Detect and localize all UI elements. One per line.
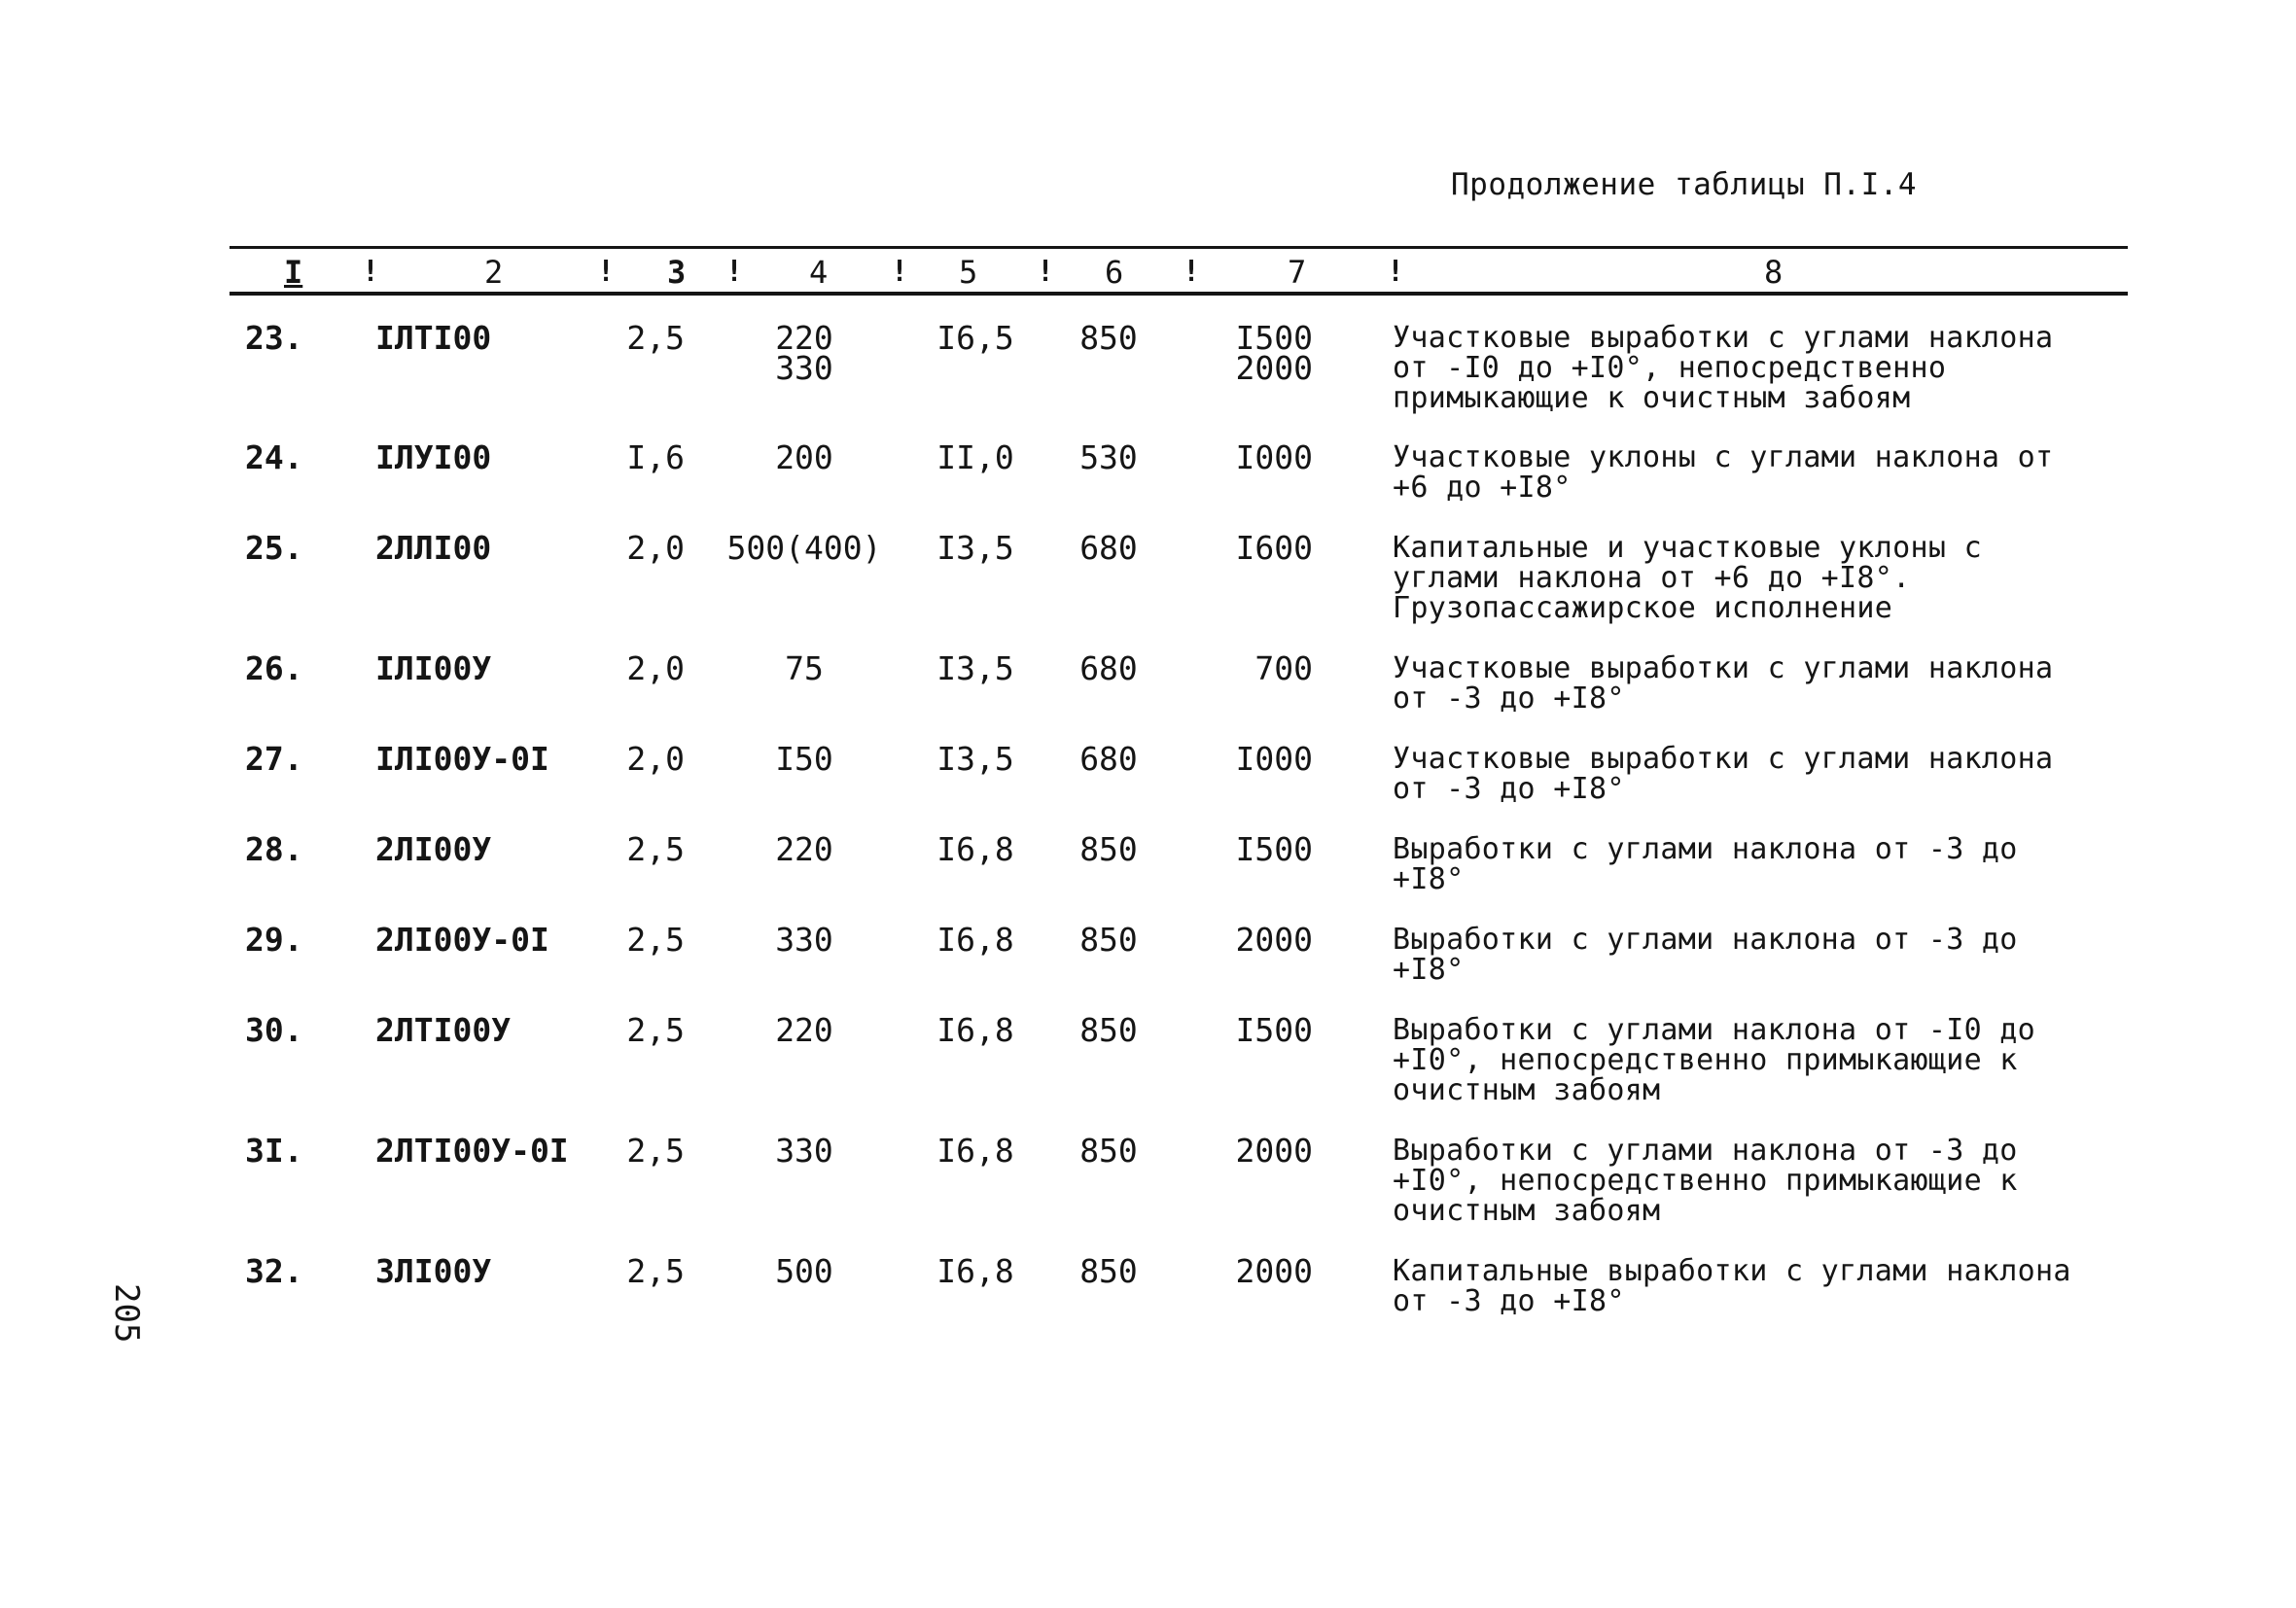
model-code: IЛI00У: [375, 649, 492, 687]
cell-col-4: 220: [775, 830, 833, 868]
cell-col-7: 2000: [1235, 921, 1313, 959]
cell-col-6: 850: [1079, 1132, 1138, 1170]
cell-col-7: I600: [1235, 529, 1313, 567]
cell-col-7: I500: [1235, 830, 1313, 868]
header-col-4: 4: [809, 254, 829, 291]
cell-col-4: 500(400): [726, 529, 882, 567]
description: Капитальные выработки с углами наклона от -3 до +I8°: [1393, 1254, 2071, 1318]
cell-col-5: I3,5: [936, 529, 1014, 567]
row-number: 26.: [245, 649, 303, 687]
header-col-2: 2: [484, 254, 504, 291]
description: Участковые уклоны с углами наклона от +6 до +I8°: [1393, 440, 2054, 505]
cell-col-3: I,6: [626, 438, 685, 476]
header-col-8: 8: [1764, 254, 1784, 291]
description: Выработки с углами наклона от -3 до +I0°, непосредственно примыкающие к очистным забоям: [1393, 1134, 2018, 1228]
header-separator: !: [1183, 255, 1201, 289]
table-header-rule: [230, 292, 2128, 296]
table-caption: Продолжение таблицы П.I.4: [1451, 167, 1918, 202]
cell-col-3: 2,5: [626, 1252, 685, 1290]
cell-col-5: I6,8: [936, 830, 1014, 868]
header-col-7: 7: [1288, 254, 1307, 291]
cell-col-4: 330: [775, 1132, 833, 1170]
cell-col-3: 2,0: [626, 529, 685, 567]
cell-col-4: 220: [775, 1011, 833, 1049]
cell-col-4: 330: [775, 921, 833, 959]
cell-col-3: 2,5: [626, 1011, 685, 1049]
cell-col-3: 2,0: [626, 649, 685, 687]
description: Капитальные и участковые уклоны с углами наклона от +6 до +I8°. Грузопассажирское исполнение: [1393, 531, 1982, 625]
cell-col-6: 680: [1079, 529, 1138, 567]
cell-col-6: 850: [1079, 319, 1138, 357]
cell-col-4: 500: [775, 1252, 833, 1290]
model-code: 2ЛЛI00: [375, 529, 492, 567]
row-number: 3I.: [245, 1132, 303, 1170]
description: Выработки с углами наклона от -3 до +I8°: [1393, 832, 2018, 896]
cell-col-5: II,0: [936, 438, 1014, 476]
row-number: 27.: [245, 740, 303, 778]
header-separator: !: [597, 255, 616, 289]
cell-col-7: 2000: [1235, 1252, 1313, 1290]
row-number: 29.: [245, 921, 303, 959]
model-code: 2ЛI00У-0I: [375, 921, 549, 959]
header-col-6: 6: [1105, 254, 1124, 291]
cell-col-6: 850: [1079, 921, 1138, 959]
cell-col-7: I500: [1235, 1011, 1313, 1049]
cell-col-6: 680: [1079, 649, 1138, 687]
model-code: 3ЛI00У: [375, 1252, 492, 1290]
cell-col-3: 2,5: [626, 1132, 685, 1170]
description: Выработки с углами наклона от -I0 до +I0°, непосредственно примыкающие к очистным забоям: [1393, 1013, 2036, 1107]
cell-col-3: 2,5: [626, 830, 685, 868]
description: Участковые выработки с углами наклона от -3 до +I8°: [1393, 651, 2054, 716]
model-code: IЛI00У-0I: [375, 740, 549, 778]
cell-col-5: I6,8: [936, 1011, 1014, 1049]
header-col-1: I: [284, 254, 303, 291]
cell-col-7: I000: [1235, 438, 1313, 476]
header-separator: !: [1387, 255, 1405, 289]
cell-col-7: 2000: [1235, 1132, 1313, 1170]
cell-col-5: I3,5: [936, 740, 1014, 778]
description: Выработки с углами наклона от -3 до +I8°: [1393, 923, 2018, 987]
row-number: 25.: [245, 529, 303, 567]
cell-col-4: 200: [775, 438, 833, 476]
model-code: 2ЛТI00У: [375, 1011, 512, 1049]
row-number: 24.: [245, 438, 303, 476]
header-col-5: 5: [959, 254, 978, 291]
cell-col-5: I6,5: [936, 319, 1014, 357]
cell-col-3: 2,5: [626, 921, 685, 959]
header-separator: !: [725, 255, 744, 289]
header-separator: !: [1037, 255, 1055, 289]
cell-col-6: 850: [1079, 1011, 1138, 1049]
row-number: 28.: [245, 830, 303, 868]
cell-col-3: 2,0: [626, 740, 685, 778]
cell-col-3: 2,5: [626, 319, 685, 357]
cell-col-6: 680: [1079, 740, 1138, 778]
model-code: 2ЛI00У: [375, 830, 492, 868]
model-code: IЛУI00: [375, 438, 492, 476]
cell-col-7: I000: [1235, 740, 1313, 778]
row-number: 30.: [245, 1011, 303, 1049]
cell-col-7: 700: [1254, 649, 1313, 687]
cell-col-7: I500 2000: [1235, 319, 1313, 387]
cell-col-6: 530: [1079, 438, 1138, 476]
description: Участковые выработки с углами наклона от -3 до +I8°: [1393, 742, 2054, 806]
cell-col-5: I6,8: [936, 1252, 1014, 1290]
cell-col-6: 850: [1079, 830, 1138, 868]
cell-col-6: 850: [1079, 1252, 1138, 1290]
cell-col-5: I6,8: [936, 921, 1014, 959]
cell-col-4: 220 330: [775, 319, 833, 387]
header-separator: !: [362, 255, 380, 289]
header-separator: !: [891, 255, 909, 289]
model-code: 2ЛТI00У-0I: [375, 1132, 569, 1170]
row-number: 32.: [245, 1252, 303, 1290]
cell-col-5: I6,8: [936, 1132, 1014, 1170]
cell-col-4: 75: [785, 649, 824, 687]
cell-col-5: I3,5: [936, 649, 1014, 687]
model-code: IЛТI00: [375, 319, 492, 357]
header-col-3: 3: [667, 254, 687, 291]
description: Участковые выработки с углами наклона от -I0 до +I0°, непосредственно примыкающие к очистным забоям: [1393, 321, 2054, 415]
table-top-rule: [230, 246, 2128, 249]
page-number: 205: [107, 1283, 146, 1344]
row-number: 23.: [245, 319, 303, 357]
cell-col-4: I50: [775, 740, 833, 778]
